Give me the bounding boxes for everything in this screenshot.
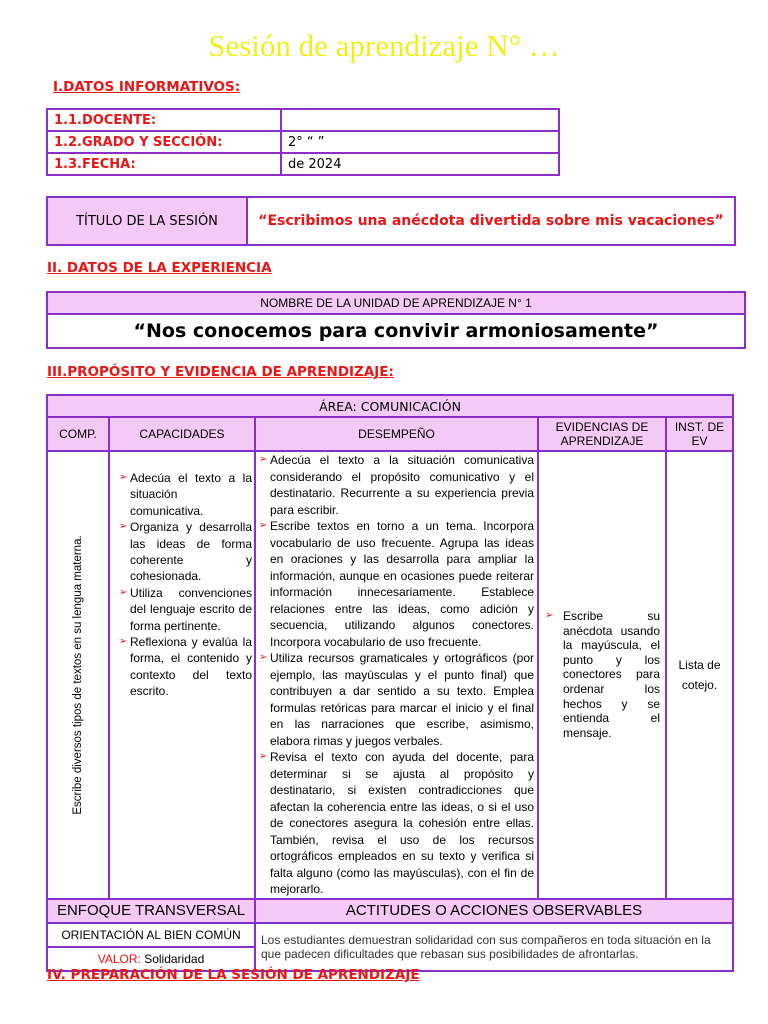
actitudes-header: ACTITUDES O ACCIONES OBSERVABLES <box>255 899 733 923</box>
table-row <box>47 451 733 899</box>
table-row <box>47 197 735 245</box>
capacidades-cell <box>109 451 255 899</box>
page-title: Sesión de aprendizaje N° … <box>208 28 560 63</box>
docente-value <box>281 109 559 131</box>
list-item: ➢ Escribe su anécdota usando la mayúscula, el punto y los conectores para ordenar los hechos y se entienda el mensaje. <box>545 609 660 740</box>
fecha-label: 1.3.FECHA: <box>47 153 281 175</box>
titulo-sesion-value: “Escribimos una anécdota divertida sobre mis vacaciones” <box>247 197 735 245</box>
table-row <box>47 153 559 175</box>
grado-seccion-label: 1.2.GRADO Y SECCIÓN: <box>47 131 281 153</box>
desempeno-cell <box>255 451 538 899</box>
table-row <box>47 109 559 131</box>
unidad-header: NOMBRE DE LA UNIDAD DE APRENDIZAJE N° 1 <box>47 292 745 314</box>
section-heading-datos-experiencia: II. DATOS DE LA EXPERIENCIA <box>47 260 272 276</box>
table-row <box>47 292 745 314</box>
col-evidencias: EVIDENCIAS DE APRENDIZAJE <box>538 417 666 451</box>
col-desempeno: DESEMPEÑO <box>255 417 538 451</box>
table-row <box>47 899 733 923</box>
list-item: ➢ Escribe textos en torno a un tema. Incorpora vocabulario de uso frecuente. Agrupa las ideas en oraciones y las desarrolla para ampliar la información, aunque en ocasiones puede reiterar información innecesariamente. Establece relaciones entre las ideas, como adición y secuencia, utilizando algunos conectores. Incorpora vocabulario de uso frecuente. <box>259 518 534 650</box>
titulo-sesion-table <box>46 196 736 246</box>
table-row <box>47 417 733 451</box>
table-row <box>47 131 559 153</box>
col-comp: COMP. <box>47 417 109 451</box>
section-heading-datos-informativos: I.DATOS INFORMATIVOS: <box>53 79 241 95</box>
col-capacidades: CAPACIDADES <box>109 417 255 451</box>
enfoque-value: ORIENTACIÓN AL BIEN COMÚN <box>47 923 255 947</box>
valor-value: Solidaridad <box>144 951 205 966</box>
list-item: ➢ Utiliza convenciones del lenguaje escrito de forma pertinente. <box>119 585 252 634</box>
titulo-sesion-label: TÍTULO DE LA SESIÓN <box>47 197 247 245</box>
list-item: ➢ Organiza y desarrolla las ideas de forma coherente y cohesionada. <box>119 519 252 585</box>
table-row <box>47 923 733 947</box>
instrumento-cell: Lista de cotejo. <box>666 451 733 899</box>
section-heading-preparacion: IV. PREPARACIÓN DE LA SESIÓN DE APRENDIZAJE <box>47 967 420 983</box>
competencia-cell <box>47 451 109 899</box>
table-row <box>47 395 733 417</box>
area-cell: ÁREA: COMUNICACIÓN <box>47 395 733 417</box>
fecha-value: de 2024 <box>281 153 559 175</box>
section-heading-proposito: III.PROPÓSITO Y EVIDENCIA DE APRENDIZAJE: <box>47 364 394 380</box>
list-item: ➢ Revisa el texto con ayuda del docente, para determinar si se ajusta al propósito y destinatario, si existen contradicciones que afectan la coherencia entre las ideas, o si el uso de conectores asegura la cohesión entre ellas. También, revisa el uso de los recursos ortográficos empleados en su texto y verifica si falta alguno (como las mayúsculas), con el fin de mejorarlo. <box>259 749 534 898</box>
enfoque-header: ENFOQUE TRANSVERSAL <box>47 899 255 923</box>
competencia-text: Escribe diversos tipos de textos en su lengua materna. <box>72 535 84 815</box>
proposito-table <box>46 394 734 972</box>
list-item: ➢ Adecúa el texto a la situación comunicativa considerando el propósito comunicativo y el destinatario. Recurrente a su experiencia previa para escribir. <box>259 452 534 518</box>
unidad-table <box>46 291 746 349</box>
actitud-text: Los estudiantes demuestran solidaridad con sus compañeros en toda situación en la que padecen dificultades que rebasan sus posibilidades de afrontarlas. <box>255 923 733 971</box>
unidad-name: “Nos conocemos para convivir armoniosamente” <box>47 314 745 348</box>
list-item: ➢ Utiliza recursos gramaticales y ortográficos (por ejemplo, las mayúsculas y el punto final) que contribuyen a dar sentido a su texto. Emplea formulas retóricas para marcar el inicio y el final en las narraciones que escribe, asimismo, elabora rimas y juegos verbales. <box>259 650 534 749</box>
docente-label: 1.1.DOCENTE: <box>47 109 281 131</box>
valor-label: VALOR: <box>97 951 141 966</box>
grado-seccion-value: 2° “ ” <box>281 131 559 153</box>
col-inst: INST. DE EV <box>666 417 733 451</box>
evidencia-cell <box>538 451 666 899</box>
list-item: ➢ Adecúa el texto a la situación comunicativa. <box>119 470 252 519</box>
list-item: ➢ Reflexiona y evalúa la forma, el contenido y contexto del texto escrito. <box>119 634 252 700</box>
datos-informativos-table <box>46 108 560 176</box>
table-row <box>47 314 745 348</box>
